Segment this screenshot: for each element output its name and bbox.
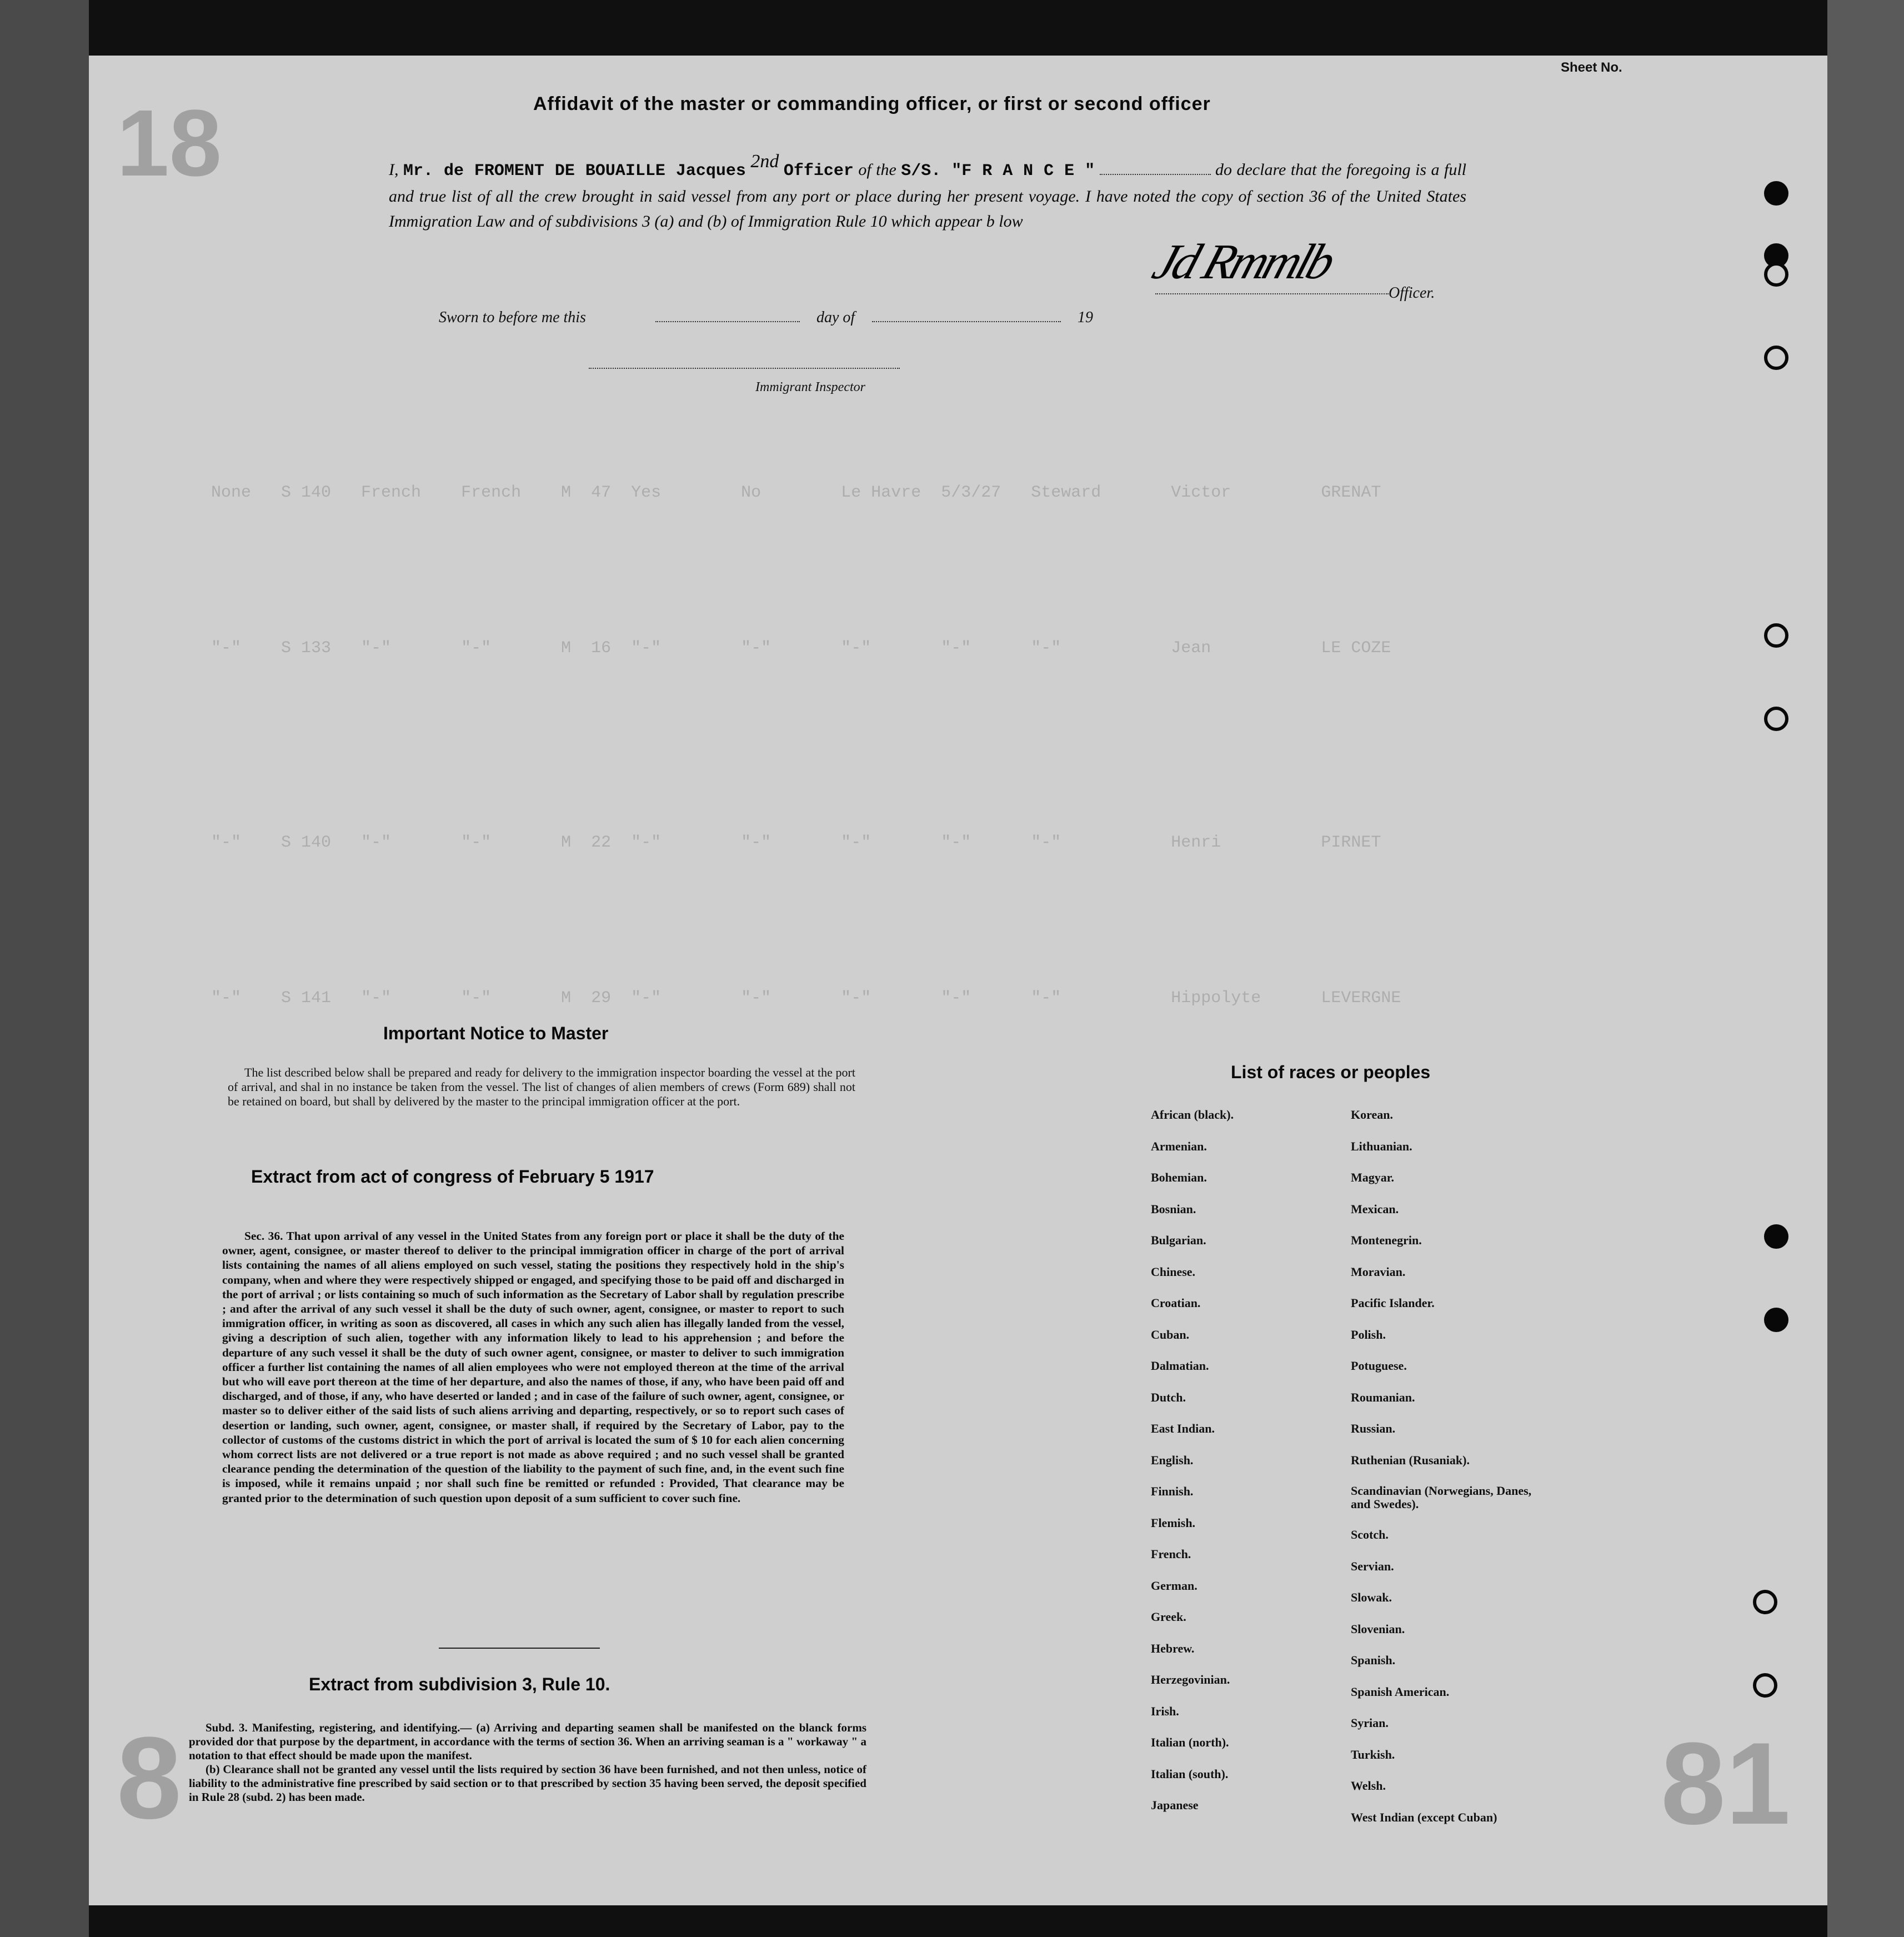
race-item: Irish.	[1151, 1704, 1179, 1718]
race-item: Welsh.	[1351, 1779, 1386, 1793]
race-item: Bulgarian.	[1151, 1233, 1206, 1247]
race-item: Dalmatian.	[1151, 1359, 1209, 1373]
affidavit-title: Affidavit of the master or commanding officer, or first or second officer	[533, 93, 1211, 114]
race-item: Japanese	[1151, 1798, 1199, 1812]
sheet-number-label: Sheet No.	[1561, 60, 1622, 75]
binder-hole	[1764, 707, 1788, 731]
race-item: German.	[1151, 1578, 1197, 1593]
race-item: Slowak.	[1351, 1590, 1392, 1604]
section-36-text: Sec. 36. That upon arrival of any vessel in the United States from any foreign port or place it shall be the duty of the owner, agent, consignee, or master thereof to deliver to the principal immigration officer in charge of the port of arrival lists containing the names of all aliens employed on such vessel, stating the positions they respectively hold in the ship's company, when and where they were respectively shipped or engaged, and specifying those to be paid off and discharged in the port of arrival ; or lists containing so much of such information as the Secretary of Labor shall by regulation prescribe ; and after the arrival of any such vessel it shall be the duty of such owner, agent, consignee, or master to report to such immigration officer, in writing as soon as discovered, all cases in which any such alien has illegally landed from the vessel, giving a description of such alien, together with any information likely to lead to his apprehension ; and before the departure of any such vessel it shall be the duty of such owner agent, consignee, or master to deliver to such immigration officer a further list containing the names of all alien employees who were not employed thereon at the time of the arrival but who will eave port thereon at the time of her departure, and also the names of those, if any, who have been paid off and discharged, and of those, if any, who have deserted or landed ; and in case of the failure of such owner, agent, consignee, or master so to deliver either of the said lists of such aliens arriving and departing, respectively, or so to report such cases of desertion or landing, such owner, agent, consignee, or master shall, if required by the Secretary of Labor, pay to the collector of customs of the customs district in which the port of arrival is located the sum of $ 10 for each alien concerning whom correct lists are not delivered or a true report is not made as above required ; and no such vessel shall be granted clearance pending the determination of the question of the liability to the payment of such fine, and, in the event such fine is imposed, while it remains unpaid ; nor shall such fine be remitted or refunded : Provided, That clearance may be granted prior to the determination of such question upon deposit of a sum sufficient to cover such fine.	[222, 1229, 844, 1505]
vessel-name: S/S. "F R A N C E "	[901, 162, 1095, 181]
subdivision-3a: Subd. 3. Manifesting, registering, and identifying.— (a) Arriving and departing seamen shall be manifested on the blanck forms provided dor that purpose by the department, in accordance with the terms of section 36. When an arriving seaman is a " workaway " a notation to that effect should be made upon the manifest.	[189, 1721, 866, 1762]
officer-name: Mr. de FROMENT DE BOUAILLE Jacques	[403, 162, 746, 181]
race-item: Pacific Islander.	[1351, 1296, 1435, 1310]
race-item: Polish.	[1351, 1327, 1386, 1342]
race-item: Spanish American.	[1351, 1684, 1450, 1699]
bleed-through-row: "-" S 141 "-" "-" M 29 "-" "-" "-" "-" "-" Hippolyte LEVERGNE	[211, 989, 1401, 1008]
race-item: Armenian.	[1151, 1139, 1207, 1153]
of-the-label: of the	[858, 161, 896, 179]
scan-right-edge	[1827, 0, 1904, 1937]
race-item: Flemish.	[1151, 1515, 1196, 1530]
race-item: West Indian (except Cuban)	[1351, 1810, 1497, 1824]
race-item: Hebrew.	[1151, 1641, 1195, 1655]
stamp-number-faint: 8	[117, 1713, 182, 1843]
bleed-through-row: "-" S 140 "-" "-" M 22 "-" "-" "-" "-" "-" Henri PIRNET	[211, 833, 1381, 852]
manifest-page	[89, 56, 1827, 1905]
subdivision-3b: (b) Clearance shall not be granted any vessel until the lists required by section 36 have been furnished, and not then unless, notice of liability to the administrative fine prescribed by said section or to that prescribed by section 35 having been served, the deposit specified in Rule 28 (subd. 2) has been made.	[189, 1763, 866, 1804]
race-item: Bosnian.	[1151, 1202, 1196, 1216]
races-heading: List of races or peoples	[1231, 1062, 1431, 1082]
scan-left-edge	[0, 0, 89, 1937]
race-item: Italian (north).	[1151, 1735, 1229, 1749]
race-item: Turkish.	[1351, 1747, 1395, 1761]
race-item: Moravian.	[1351, 1264, 1406, 1279]
declaration-prefix: I,	[389, 161, 399, 179]
race-item: Magyar.	[1351, 1170, 1395, 1184]
binder-hole	[1764, 623, 1788, 648]
race-item: Roumanian.	[1351, 1390, 1415, 1404]
notice-heading: Important Notice to Master	[383, 1023, 609, 1043]
stamp-number-faint: 18	[117, 91, 222, 196]
sworn-year: 19	[1078, 309, 1093, 326]
stamp-number-faint: 81	[1661, 1718, 1791, 1849]
binder-hole	[1764, 1224, 1788, 1249]
race-item: East Indian.	[1151, 1422, 1215, 1435]
binder-hole	[1753, 1673, 1777, 1698]
subdivision-3-text	[189, 1721, 866, 1804]
race-item: Greek.	[1151, 1610, 1186, 1624]
notice-text: The list described below shall be prepared and ready for delivery to the immigration inspector boarding the vessel at the port of arrival, and shal in no instance be taken from the vessel. The list of changes of alien members of crews (Form 689) shall not be retained on board, but shall by delivered by the master to the principal immigration officer at the port.	[228, 1065, 855, 1108]
sworn-text: Sworn to before me this	[439, 309, 586, 326]
race-item: Scandinavian (Norwegians, Danes, and Swedes).	[1351, 1484, 1532, 1511]
race-item: Syrian.	[1351, 1716, 1389, 1730]
race-item: Slovenian.	[1351, 1621, 1405, 1636]
declaration-paragraph	[389, 149, 1466, 234]
rule-extract-heading: Extract from subdivision 3, Rule 10.	[309, 1674, 610, 1694]
binder-hole	[1764, 181, 1788, 206]
officer-label: Officer.	[1389, 284, 1435, 302]
race-item: Potuguese.	[1351, 1359, 1407, 1373]
sworn-day-of: day of	[816, 309, 855, 326]
officer-rank-handwritten: 2nd	[750, 151, 779, 172]
race-item: Herzegovinian.	[1151, 1673, 1230, 1686]
race-item: Chinese.	[1151, 1264, 1196, 1279]
race-item: Mexican.	[1351, 1202, 1399, 1216]
binder-hole	[1764, 262, 1788, 287]
do-declare-label: do declare	[1215, 161, 1286, 179]
binder-hole	[1753, 1590, 1777, 1614]
binder-hole	[1764, 346, 1788, 370]
race-item: Korean.	[1351, 1108, 1393, 1122]
race-item: Dutch.	[1151, 1390, 1186, 1404]
race-item: English.	[1151, 1453, 1194, 1467]
race-item: Ruthenian (Rusaniak).	[1351, 1453, 1470, 1467]
race-item: French.	[1151, 1547, 1191, 1561]
officer-rank-typed: Officer	[783, 162, 854, 181]
race-item: Finnish.	[1151, 1484, 1194, 1498]
race-item: Croatian.	[1151, 1296, 1201, 1310]
race-item: Russian.	[1351, 1422, 1396, 1435]
race-item: Scotch.	[1351, 1528, 1389, 1541]
races-list-left	[1151, 1108, 1234, 1830]
act-extract-heading: Extract from act of congress of February 5 1917	[251, 1167, 654, 1187]
race-item: Lithuanian.	[1351, 1139, 1412, 1153]
race-item: Montenegrin.	[1351, 1233, 1422, 1247]
bleed-through-row: "-" S 133 "-" "-" M 16 "-" "-" "-" "-" "-" Jean LE COZE	[211, 639, 1391, 658]
officer-signature: Jd Rmmlb	[1146, 234, 1339, 289]
race-item: Bohemian.	[1151, 1170, 1207, 1184]
immigrant-inspector-label: Immigrant Inspector	[755, 380, 865, 394]
races-list-right	[1351, 1108, 1551, 1841]
race-item: Spanish.	[1351, 1653, 1396, 1667]
declaration-body: that the foregoing is a full and true list of all the crew brought in said vessel from any port or place during her present voyage. I have noted the copy of section 36 of the United States Immigration Law and of subdivisions 3 (a) and (b) of Immigration Rule 10 which appear b low	[389, 161, 1467, 231]
binder-hole	[1764, 1308, 1788, 1332]
race-item: African (black).	[1151, 1108, 1234, 1122]
race-item: Servian.	[1351, 1559, 1394, 1573]
race-item: Cuban.	[1151, 1327, 1190, 1342]
race-item: Italian (south).	[1151, 1766, 1229, 1781]
bleed-through-row: None S 140 French French M 47 Yes No Le Havre 5/3/27 Steward Victor GRENAT	[211, 483, 1381, 502]
